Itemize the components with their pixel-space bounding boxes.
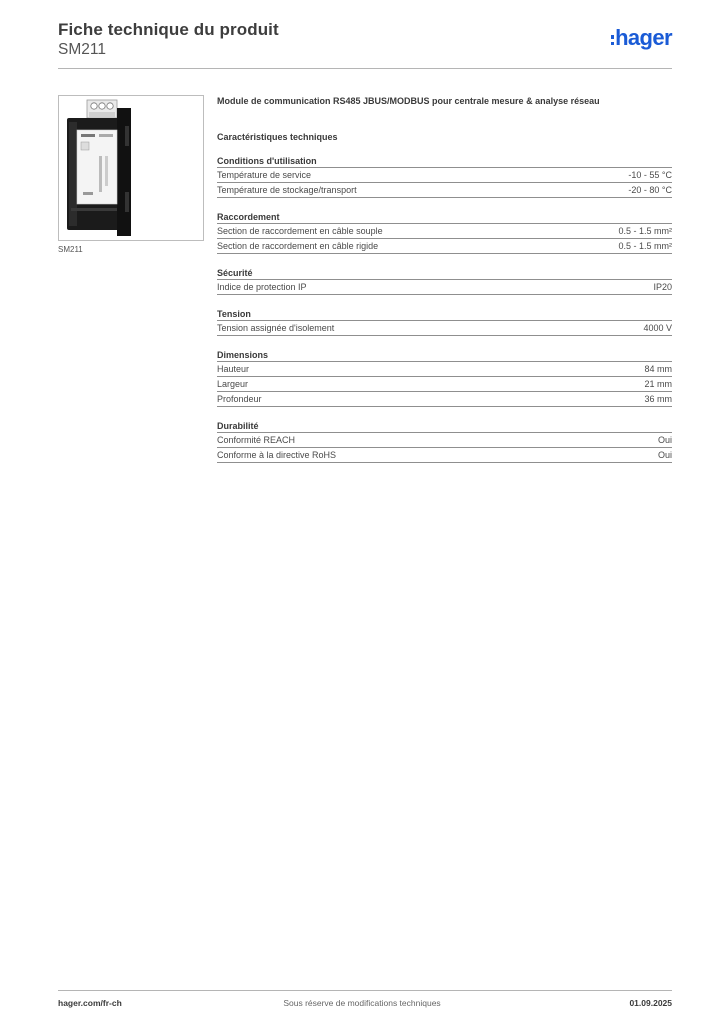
logo-text: hager [615,25,672,50]
footer-date: 01.09.2025 [629,998,672,1008]
spec-row [217,362,672,377]
spec-value: IP20 [653,282,672,292]
spec-section-title: Dimensions [217,349,672,362]
page-header [58,20,672,70]
spec-row [217,168,672,183]
spec-label: Température de stockage/transport [217,185,357,195]
spec-row [217,280,672,295]
spec-label: Conforme à la directive RoHS [217,450,337,460]
footer-divider [58,990,672,991]
spec-section-title: Durabilité [217,420,672,433]
spec-section [217,267,672,295]
footer-disclaimer: Sous réserve de modifications techniques [283,998,441,1008]
product-image-caption: SM211 [58,245,83,254]
hager-logo[interactable] [611,26,672,56]
spec-value: -20 - 80 °C [628,185,672,195]
spec-row [217,433,672,448]
spec-label: Hauteur [217,364,250,374]
spec-sections [217,155,672,463]
spec-label: Section de raccordement en câble rigide [217,241,379,251]
spec-value: 4000 V [643,323,672,333]
specs-heading: Caractéristiques techniques [217,132,338,142]
spec-label: Largeur [217,379,249,389]
spec-content [217,96,672,476]
spec-section-title: Sécurité [217,267,672,280]
spec-section [217,308,672,336]
footer-website-link[interactable]: hager.com/fr-ch [58,998,122,1008]
spec-row [217,239,672,254]
document-title: Fiche technique du produit [58,20,279,39]
spec-row [217,377,672,392]
spec-section [217,349,672,407]
spec-row [217,448,672,463]
spec-value: -10 - 55 °C [628,170,672,180]
spec-label: Section de raccordement en câble souple [217,226,383,236]
spec-label: Tension assignée d'isolement [217,323,335,333]
spec-value: Oui [657,435,672,445]
spec-section-title: Raccordement [217,211,672,224]
spec-value: Oui [657,450,672,460]
spec-label: Profondeur [217,394,262,404]
spec-section-title: Conditions d'utilisation [217,155,672,168]
spec-value: 84 mm [644,364,672,374]
spec-section [217,420,672,463]
spec-section [217,211,672,254]
product-image [58,95,204,241]
spec-section-title: Tension [217,308,672,321]
product-photo-icon [59,96,203,240]
spec-value: 0.5 - 1.5 mm² [618,241,672,251]
spec-value: 21 mm [644,379,672,389]
header-divider [58,68,672,69]
spec-row [217,224,672,239]
product-description: Module de communication RS485 JBUS/MODBUS pour centrale mesure & analyse réseau [217,96,600,106]
spec-value: 0.5 - 1.5 mm² [618,226,672,236]
logo-colon-icon [611,35,615,45]
spec-row [217,183,672,198]
product-reference: SM211 [58,41,106,58]
spec-value: 36 mm [644,394,672,404]
spec-label: Température de service [217,170,312,180]
spec-label: Conformité REACH [217,435,296,445]
spec-row [217,321,672,336]
spec-label: Indice de protection IP [217,282,307,292]
spec-row [217,392,672,407]
spec-section [217,155,672,198]
